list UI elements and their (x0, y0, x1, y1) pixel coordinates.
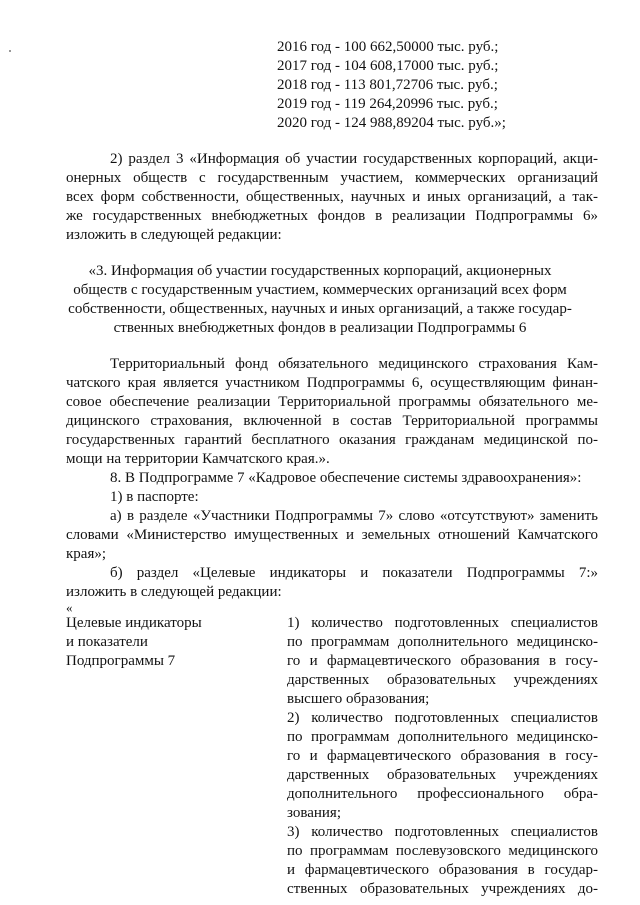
funding-year-2018: 2018 год - 113 801,72706 тыс. руб.; (277, 77, 498, 93)
indicator-line: дарственных образовательных учреждениях (287, 672, 598, 688)
table-label-line: Целевые индикаторы (66, 615, 202, 631)
funding-year-2017: 2017 год - 104 608,17000 тыс. руб.; (277, 58, 499, 74)
indicator-line: 2) количество подготовленных специалистов (287, 710, 598, 726)
item-8-1b-line: б) раздел «Целевые индикаторы и показатели Подпрограммы 7:» (110, 565, 598, 581)
item-8-1: 1) в паспорте: (110, 489, 199, 505)
indicator-line: ственных образовательных учреждениях до- (287, 881, 598, 897)
section3-heading-line: ственных внебюджетных фондов в реализации Подпрограммы 6 (113, 320, 527, 336)
para-fund-line: дицинского страхования, включенной в состав Территориальной программы (66, 413, 598, 429)
indicator-line: по программам послевузовского медицинского (287, 843, 598, 859)
funding-year-2020: 2020 год - 124 988,89204 тыс. руб.»; (277, 115, 506, 131)
funding-year-2016: 2016 год - 100 662,50000 тыс. руб.; (277, 39, 499, 55)
indicator-line: по программам дополнительного медицинско- (287, 729, 598, 745)
table-label-line: Подпрограммы 7 (66, 653, 176, 669)
indicator-line: зования; (287, 805, 342, 821)
indicator-line: дарственных образовательных учреждениях (287, 767, 598, 783)
indicator-line: высшего образования; (287, 691, 430, 707)
indicator-line: го и фармацевтического образования в госу- (287, 653, 598, 669)
item-8-1b-line: изложить в следующей редакции: (66, 584, 282, 600)
para-section3-line: же государственных внебюджетных фондов в реализации Подпрограммы 6» (66, 208, 598, 224)
para-section3-line: изложить в следующей редакции: (66, 227, 282, 243)
para-fund-line: совое обеспечение реализации Территориальной программы обязательного ме- (66, 394, 598, 410)
indicator-line: 1) количество подготовленных специалистов (287, 615, 598, 631)
open-quote: « (66, 600, 73, 615)
section3-heading-line: «3. Информация об участии государственных корпораций, акционерных (88, 263, 552, 279)
funding-year-2019: 2019 год - 119 264,20996 тыс. руб.; (277, 96, 498, 112)
item-8-1a-line: края»; (66, 546, 107, 562)
item-8-heading: 8. В Подпрограмме 7 «Кадровое обеспечение системы здравоохранения»: (110, 470, 582, 486)
para-fund-line: Территориальный фонд обязательного медицинского страхования Кам- (110, 356, 598, 372)
para-fund-line: государственных гарантий бесплатного оказания гражданам медицинской по- (66, 432, 598, 448)
para-fund-line: чатского края является участником Подпрограммы 6, осуществляющим финан- (66, 375, 598, 391)
scan-speck (9, 50, 11, 52)
item-8-1a-line: а) в разделе «Участники Подпрограммы 7» слово «отсутствуют» заменить (110, 508, 598, 524)
section3-heading-line: обществ с государственным участием, коммерческих организаций всех форм (73, 282, 567, 298)
para-section3-line: всех форм собственности, общественных, научных и иных организаций, а так- (66, 189, 598, 205)
para-fund-line: мощи на территории Камчатского края.». (66, 451, 330, 467)
indicator-line: по программам дополнительного медицинско- (287, 634, 598, 650)
para-section3-line: онерных обществ с государственным участием, коммерческих организаций (66, 170, 598, 186)
indicator-line: 3) количество подготовленных специалистов (287, 824, 598, 840)
table-label-line: и показатели (66, 634, 148, 650)
section3-heading-line: собственности, общественных, научных и иных организаций, а также государ- (68, 301, 572, 317)
para-section3-line: 2) раздел 3 «Информация об участии государственных корпораций, акци- (110, 151, 598, 167)
indicator-line: дополнительного профессионального обра- (287, 786, 598, 802)
indicator-line: го и фармацевтического образования в госу- (287, 748, 598, 764)
indicator-line: и фармацевтического образования в государ- (287, 862, 598, 878)
item-8-1a-line: словами «Министерство имущественных и земельных отношений Камчатского (66, 527, 598, 543)
